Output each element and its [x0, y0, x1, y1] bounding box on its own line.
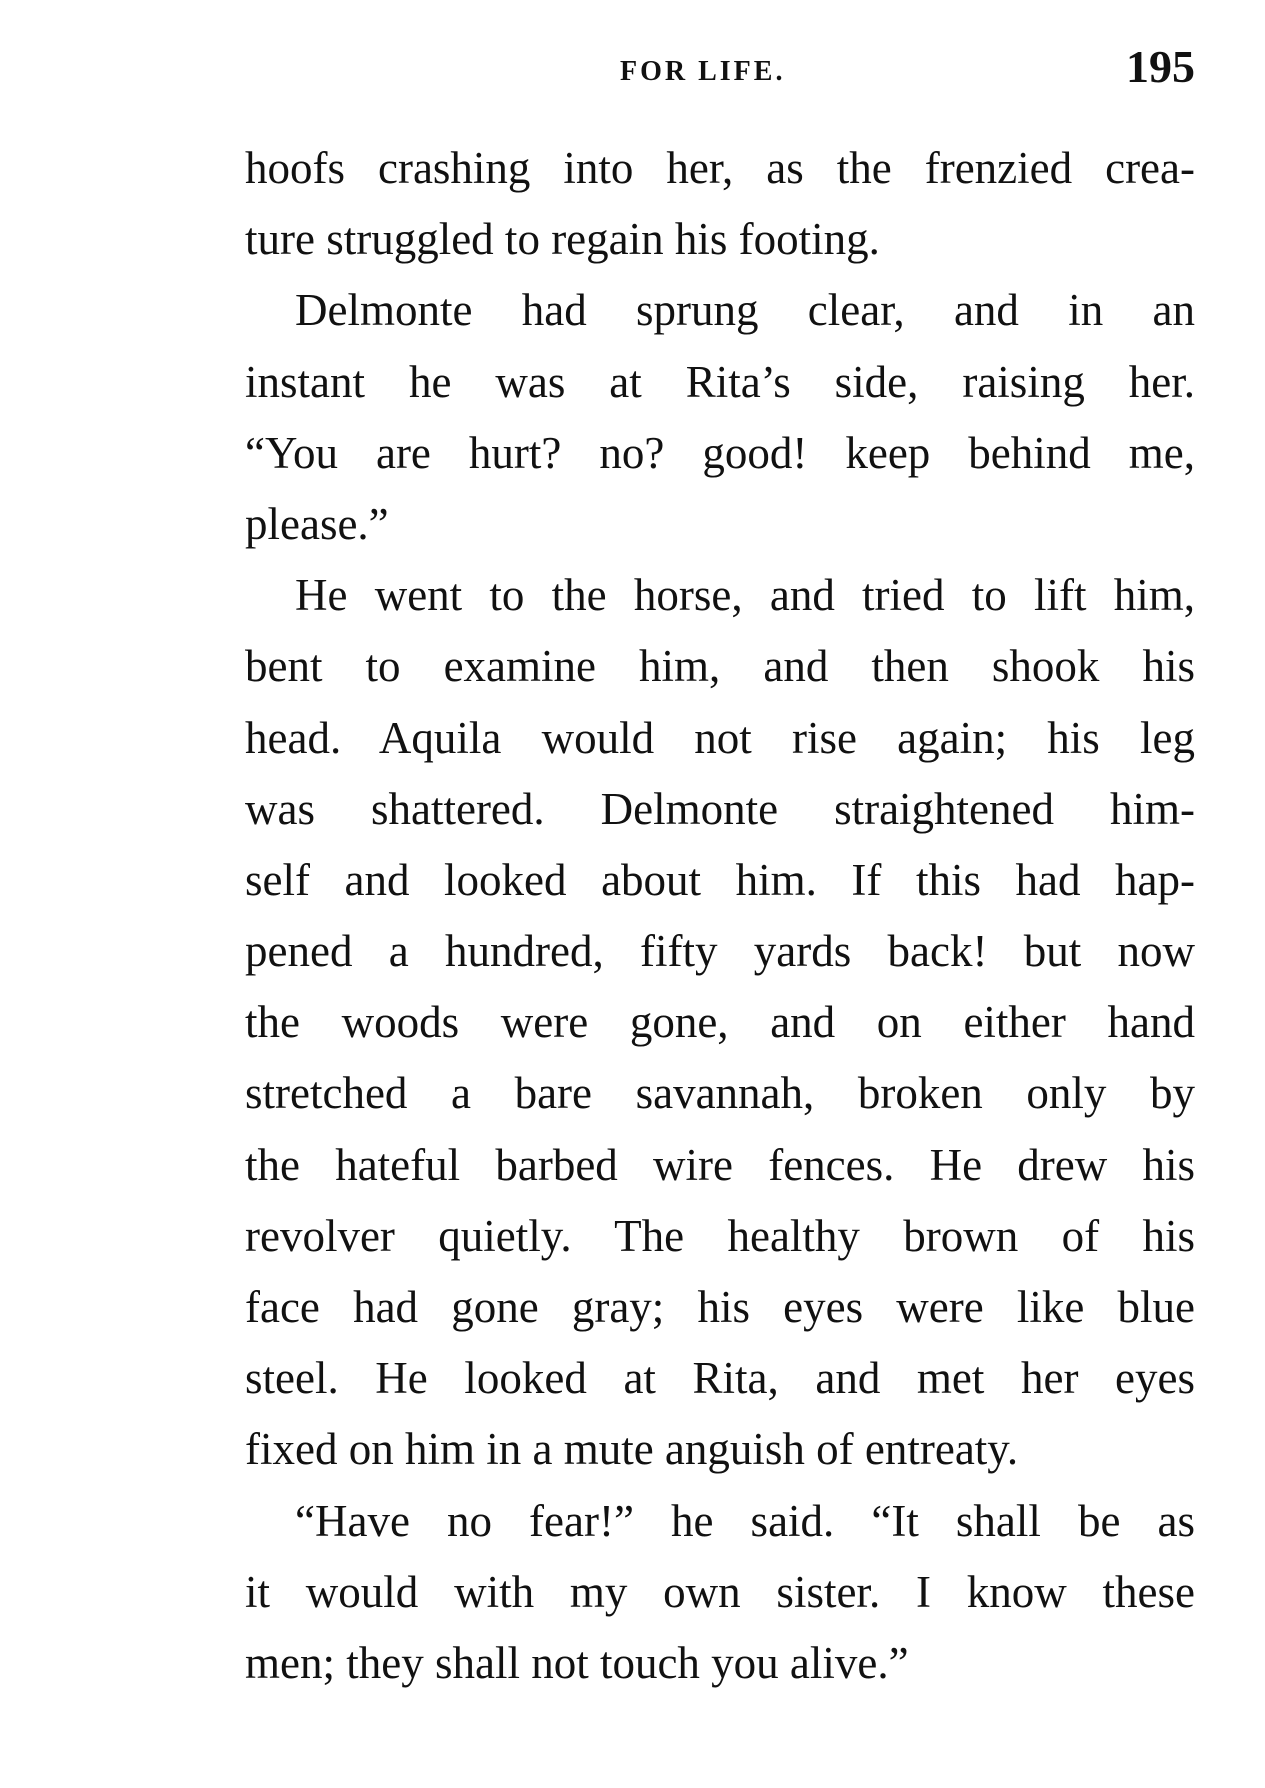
text-line: head. Aquila would not rise again; his leg — [245, 712, 1195, 763]
text-line: bent to examine him, and then shook his — [245, 641, 1195, 692]
text-line: “Have no fear!” he said. “It shall be as — [295, 1495, 1195, 1546]
body-text — [245, 133, 1195, 1699]
text-line: hoofs crashing into her, as the frenzied crea- — [245, 143, 1195, 193]
text-line: please.” — [245, 498, 389, 549]
running-title: FOR LIFE. — [620, 56, 786, 87]
text-line: self and looked about him. If this had hap- — [245, 854, 1195, 905]
text-line: fixed on him in a mute anguish of entreaty. — [245, 1424, 1019, 1475]
text-line: steel. He looked at Rita, and met her eyes — [245, 1353, 1195, 1404]
text-line: instant he was at Rita’s side, raising her. — [245, 356, 1195, 407]
text-line: the woods were gone, and on either hand — [245, 997, 1195, 1048]
text-line: was shattered. Delmonte straightened him- — [245, 783, 1195, 834]
text-line: stretched a bare savannah, broken only by — [245, 1068, 1195, 1119]
page-number: 195 — [1126, 41, 1195, 92]
page-header — [245, 40, 1195, 100]
text-line: men; they shall not touch you alive.” — [245, 1637, 909, 1688]
text-line: “You are hurt? no? good! keep behind me, — [245, 427, 1195, 478]
text-line: pened a hundred, fifty yards back! but now — [245, 926, 1195, 977]
text-line: revolver quietly. The healthy brown of his — [245, 1210, 1195, 1261]
text-line: it would with my own sister. I know these — [245, 1566, 1195, 1617]
text-line: Delmonte had sprung clear, and in an — [295, 285, 1195, 336]
text-line: face had gone gray; his eyes were like blue — [245, 1282, 1195, 1332]
text-line: ture struggled to regain his footing. — [245, 214, 880, 265]
text-line: He went to the horse, and tried to lift him, — [295, 570, 1195, 621]
text-line: the hateful barbed wire fences. He drew his — [245, 1139, 1195, 1190]
